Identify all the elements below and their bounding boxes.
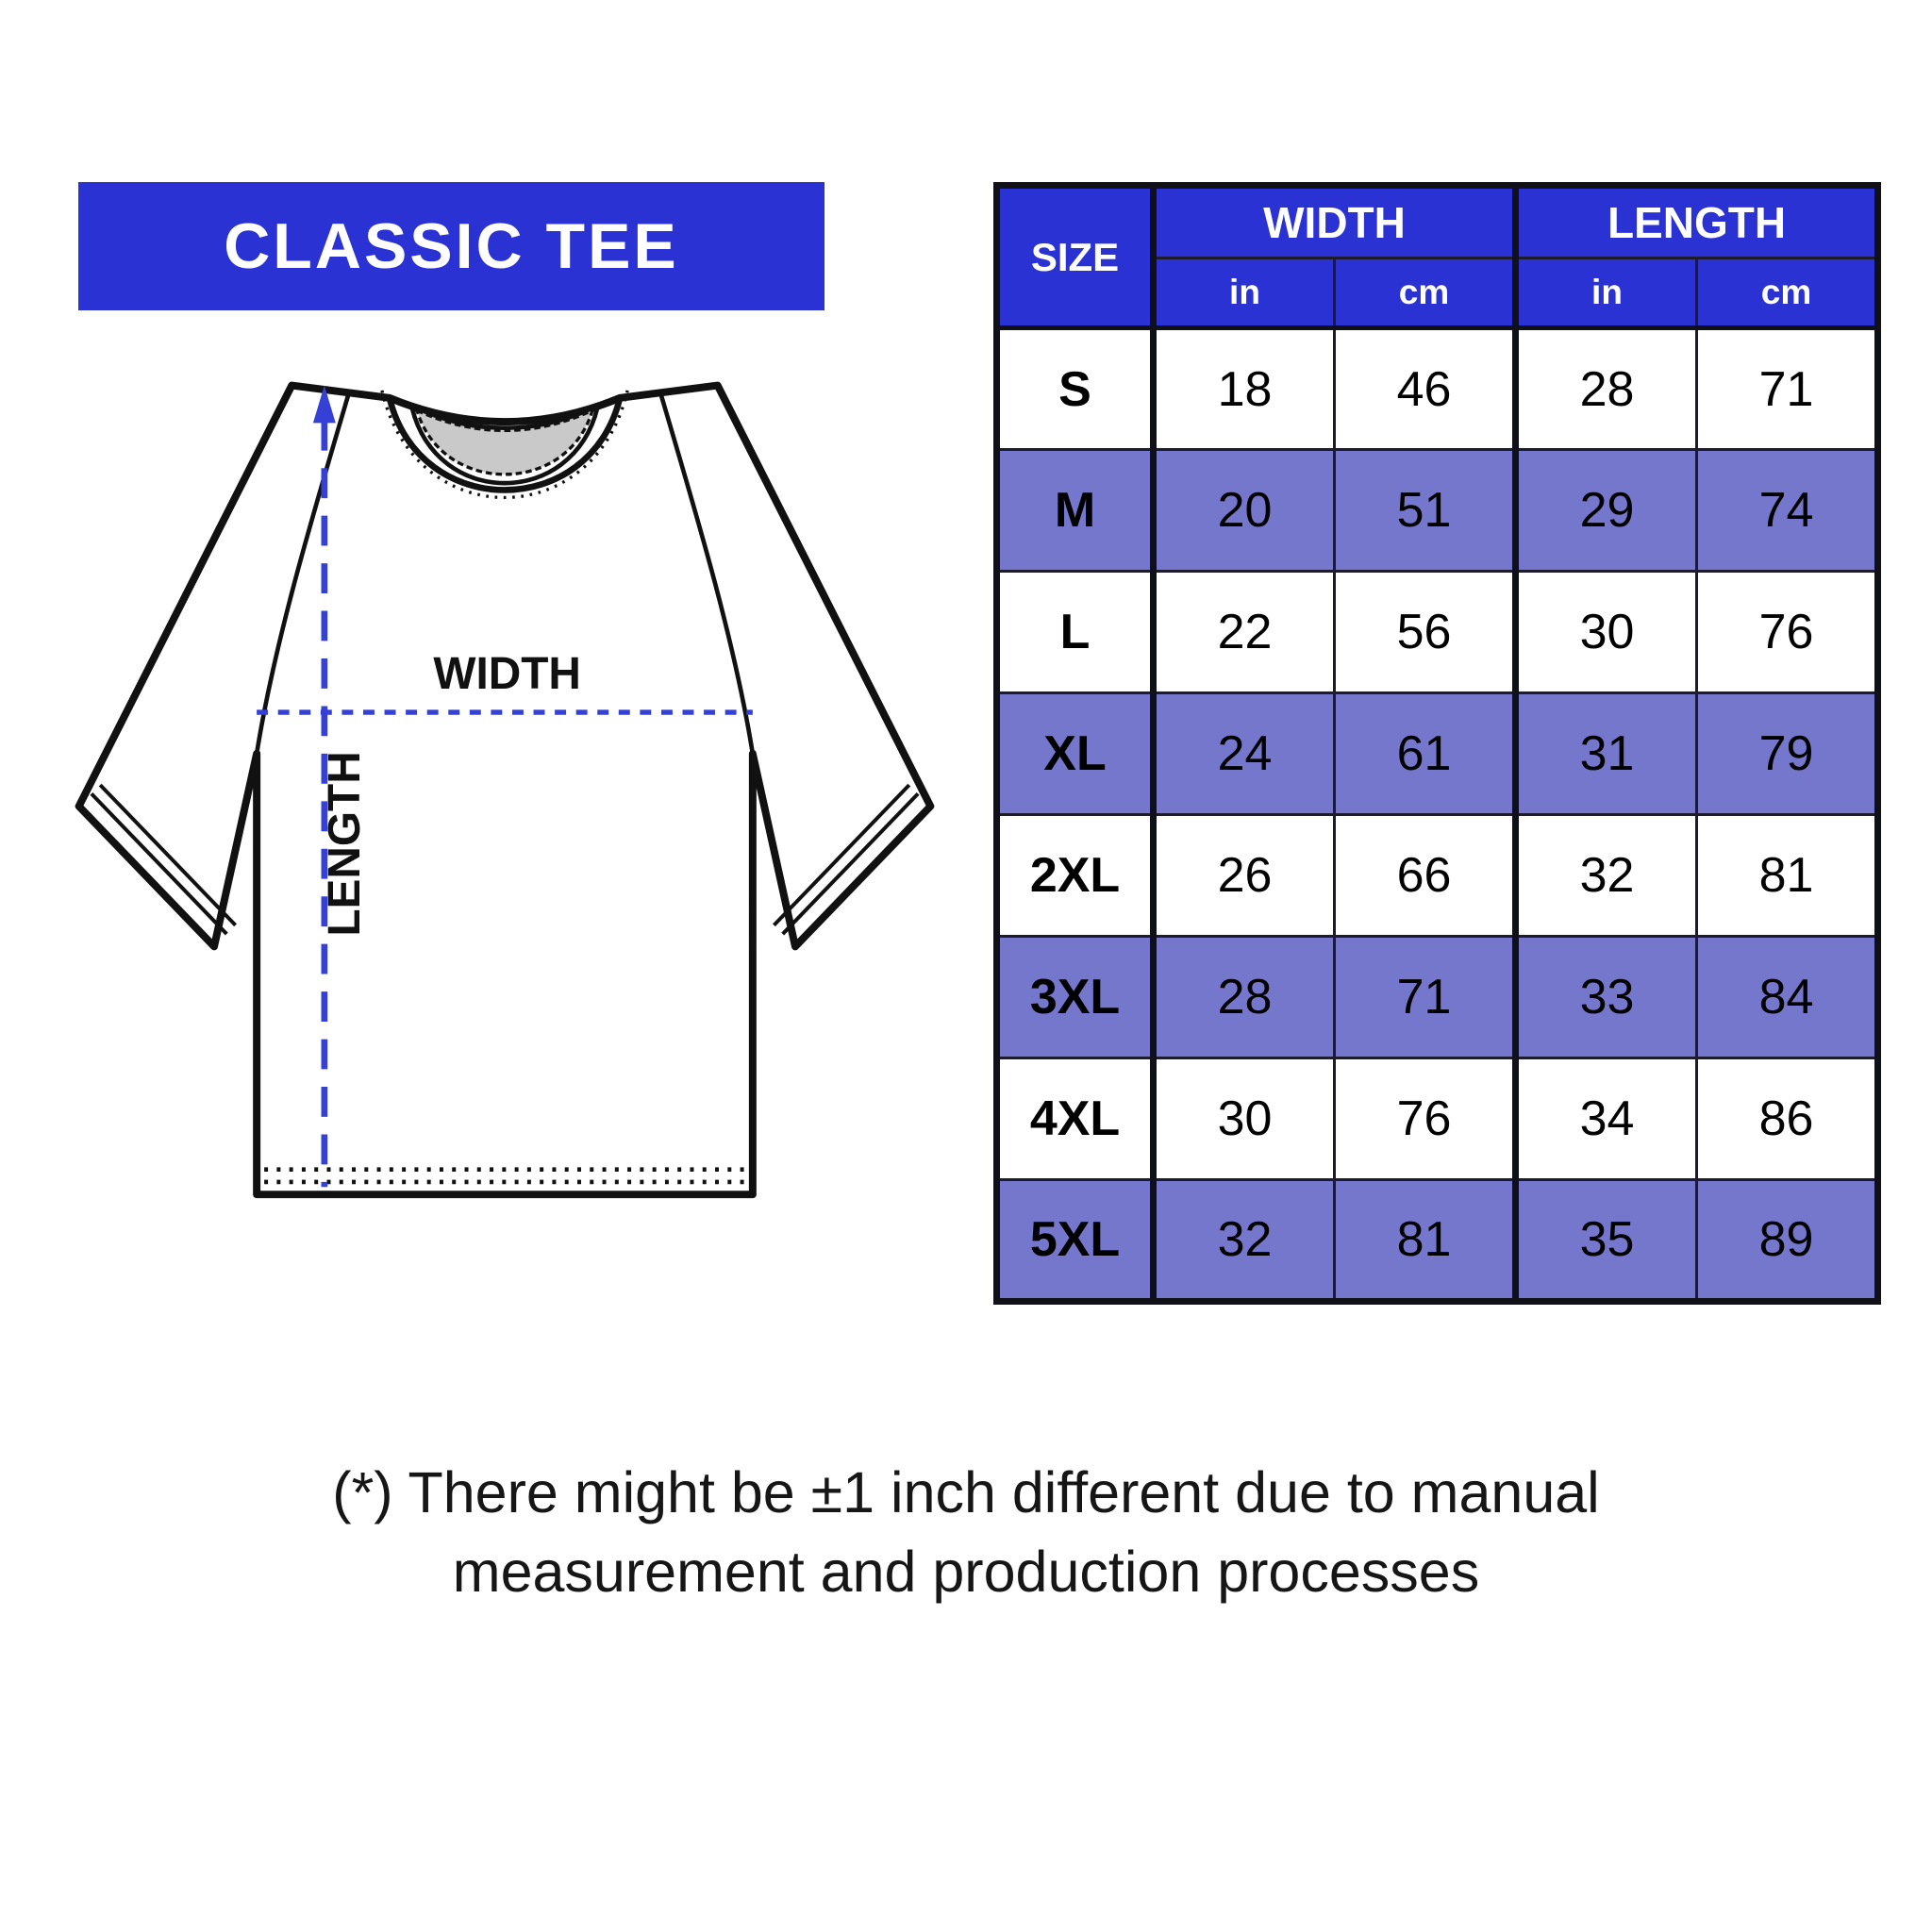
- length-in-value: 34: [1516, 1058, 1697, 1180]
- table-row: [997, 1180, 1878, 1302]
- length-in-value: 31: [1516, 693, 1697, 815]
- length-cm-value: 76: [1697, 572, 1878, 693]
- size-label: L: [997, 572, 1154, 693]
- width-in-value: 28: [1154, 937, 1335, 1058]
- size-label: 2XL: [997, 815, 1154, 937]
- length-in-value: 33: [1516, 937, 1697, 1058]
- length-in-header: in: [1516, 258, 1697, 328]
- width-cm-value: 56: [1335, 572, 1516, 693]
- length-in-value: 35: [1516, 1180, 1697, 1302]
- footnote: [0, 1453, 1932, 1611]
- table-row: [997, 693, 1878, 815]
- width-cm-value: 81: [1335, 1180, 1516, 1302]
- page-title: CLASSIC TEE: [224, 210, 679, 282]
- tshirt-icon: [66, 368, 943, 1236]
- length-cm-value: 79: [1697, 693, 1878, 815]
- length-cm-value: 71: [1697, 328, 1878, 450]
- size-column-header: SIZE: [997, 186, 1154, 328]
- width-cm-value: 51: [1335, 450, 1516, 572]
- width-cm-value: 71: [1335, 937, 1516, 1058]
- footnote-line-1: (*) There might be ±1 inch different due to manual: [332, 1460, 1600, 1524]
- length-cm-value: 84: [1697, 937, 1878, 1058]
- length-cm-value: 89: [1697, 1180, 1878, 1302]
- size-label: 4XL: [997, 1058, 1154, 1180]
- width-cm-value: 76: [1335, 1058, 1516, 1180]
- width-in-value: 30: [1154, 1058, 1335, 1180]
- size-label: XL: [997, 693, 1154, 815]
- table-row: [997, 937, 1878, 1058]
- width-cm-value: 66: [1335, 815, 1516, 937]
- size-label: M: [997, 450, 1154, 572]
- length-cm-value: 81: [1697, 815, 1878, 937]
- table-row: [997, 815, 1878, 937]
- width-in-value: 26: [1154, 815, 1335, 937]
- width-cm-value: 46: [1335, 328, 1516, 450]
- length-cm-value: 74: [1697, 450, 1878, 572]
- length-label: LENGTH: [320, 751, 371, 937]
- length-in-value: 28: [1516, 328, 1697, 450]
- length-cm-value: 86: [1697, 1058, 1878, 1180]
- table-row: [997, 328, 1878, 450]
- table-row: [997, 1058, 1878, 1180]
- length-in-value: 32: [1516, 815, 1697, 937]
- banner: [78, 182, 824, 310]
- length-cm-header: cm: [1697, 258, 1878, 328]
- tshirt-body-outline: [79, 386, 931, 1195]
- size-label: 5XL: [997, 1180, 1154, 1302]
- table-row: [997, 450, 1878, 572]
- width-group-header: WIDTH: [1154, 186, 1516, 258]
- width-cm-header: cm: [1335, 258, 1516, 328]
- width-in-header: in: [1154, 258, 1335, 328]
- width-in-value: 18: [1154, 328, 1335, 450]
- length-in-value: 30: [1516, 572, 1697, 693]
- width-in-value: 32: [1154, 1180, 1335, 1302]
- size-label: S: [997, 328, 1154, 450]
- width-cm-value: 61: [1335, 693, 1516, 815]
- size-label: 3XL: [997, 937, 1154, 1058]
- table-row: [997, 572, 1878, 693]
- length-in-value: 29: [1516, 450, 1697, 572]
- width-in-value: 24: [1154, 693, 1335, 815]
- size-table: [993, 182, 1881, 1305]
- tshirt-diagram: [66, 368, 943, 1236]
- width-label: WIDTH: [433, 648, 581, 699]
- length-group-header: LENGTH: [1516, 186, 1878, 258]
- width-in-value: 22: [1154, 572, 1335, 693]
- width-in-value: 20: [1154, 450, 1335, 572]
- footnote-line-2: measurement and production processes: [452, 1540, 1480, 1605]
